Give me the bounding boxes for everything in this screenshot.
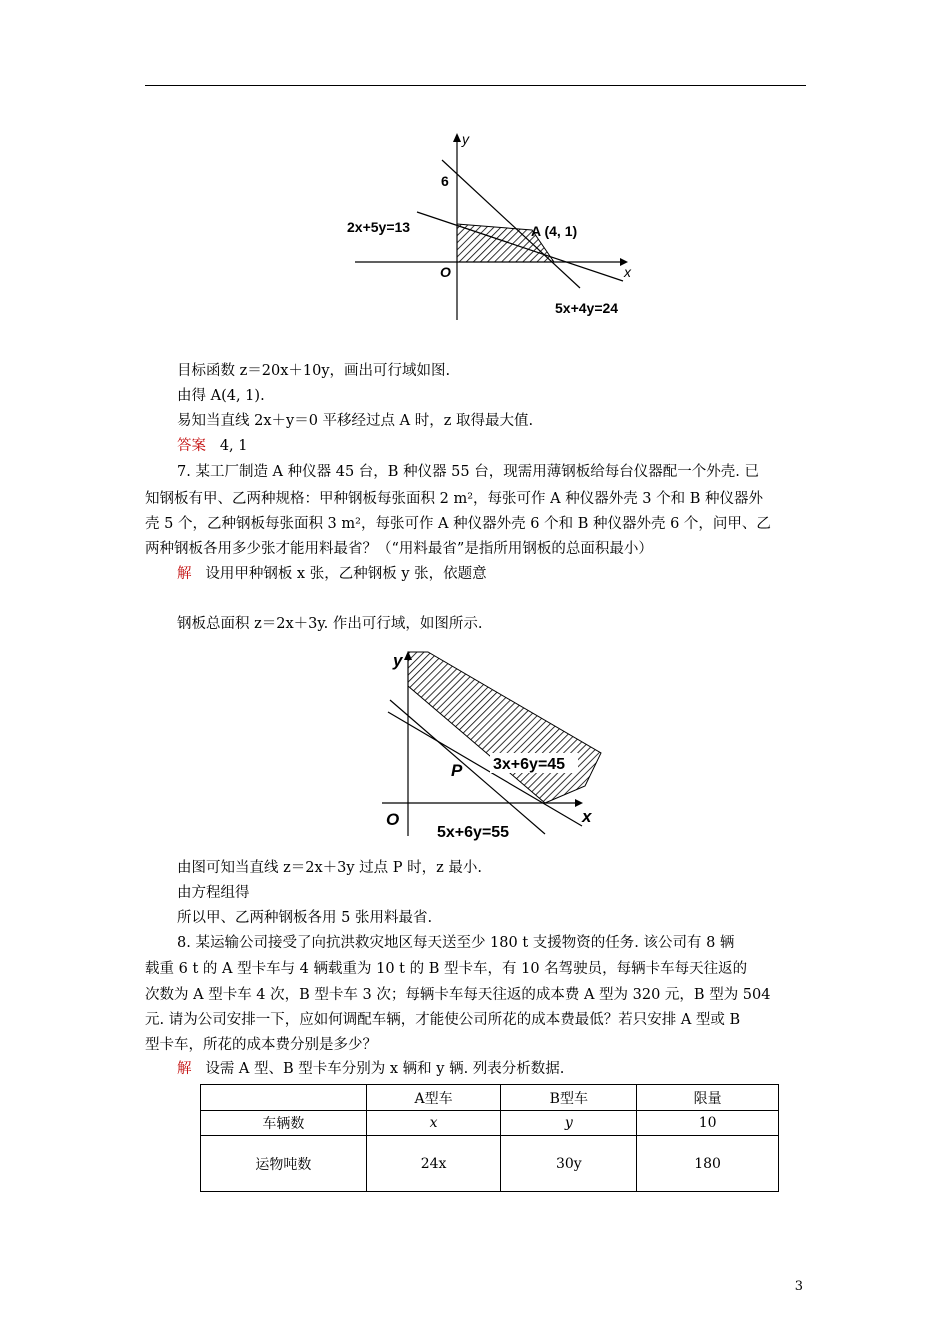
point-p-label: P: [451, 761, 463, 780]
origin-label: O: [386, 810, 400, 829]
x-axis-label: x: [582, 807, 592, 826]
table-header-cell: B型车: [501, 1085, 637, 1111]
problem-7-line-2: 知钢板有甲、乙两种规格：甲种钢板每张面积 2 m²，每张可作 A 种仪器外壳 3 个和 B 种仪器外: [145, 491, 764, 507]
problem-8-line-1: 8. 某运输公司接受了向抗洪救灾地区每天送至少 180 t 支援物资的任务. 该公司有 8 辆: [177, 935, 735, 951]
solution-7-end-line-3: 所以甲、乙两种钢板各用 5 张用料最省.: [177, 910, 433, 926]
solution-6-line-2: 由得 A(4, 1).: [177, 388, 265, 404]
table-cell: 180: [637, 1136, 779, 1192]
problem-8-line-2: 载重 6 t 的 A 型卡车与 4 辆载重为 10 t 的 B 型卡车，有 10 名驾驶员，每辆卡车每天往返的: [145, 961, 748, 977]
y-axis-label: y: [393, 651, 403, 670]
page-number: 3: [794, 1279, 803, 1294]
table-cell: 24x: [366, 1136, 501, 1192]
table-header-row: [201, 1085, 779, 1111]
solution-7-intro: [177, 564, 487, 584]
x-axis-label: x: [624, 264, 631, 280]
solution-7-end-line-1: 由图可知当直线 z＝2x＋3y 过点 P 时，z 最小.: [177, 860, 483, 876]
solution-label: 解: [177, 566, 192, 582]
solution-label: 解: [177, 1061, 192, 1077]
answer-label: 答案: [177, 438, 206, 454]
solution-6-line-3: 易知当直线 2x＋y＝0 平移经过点 A 时，z 取得最大值.: [177, 413, 534, 429]
line2-label: 5x+4y=24: [555, 300, 619, 316]
y-intercept-label: 6: [441, 173, 449, 189]
table-header-cell: [201, 1085, 367, 1111]
table-cell: 30y: [501, 1136, 637, 1192]
line1-label: 2x+5y=13: [347, 219, 411, 235]
table-row: [201, 1111, 779, 1136]
header-rule: [145, 85, 806, 86]
table-cell: 10: [637, 1111, 779, 1136]
solution-7-end-line-2: 由方程组得: [177, 885, 250, 901]
answer-value: 4, 1: [219, 438, 248, 454]
line1-label: 3x+6y=45: [493, 756, 566, 773]
line2-label: 5x+6y=55: [437, 824, 510, 841]
problem-8-line-3: 次数为 A 型卡车 4 次，B 型卡车 3 次；每辆卡车每天往返的成本费 A 型为 320 元，B 型为 504: [145, 987, 771, 1003]
figure-1-feasible-region: [345, 128, 645, 323]
solution-8-intro-text: 设需 A 型、B 型卡车分别为 x 辆和 y 辆. 列表分析数据.: [205, 1061, 565, 1077]
problem-8-line-4: 元. 请为公司安排一下，应如何调配车辆，才能使公司所花的成本费最低？若只安排 A 型或 B: [145, 1012, 741, 1028]
problem-8-line-5: 型卡车，所花的成本费分别是多少？: [145, 1037, 377, 1053]
table-cell: y: [501, 1111, 637, 1136]
answer-6: [177, 436, 248, 456]
table-cell: 运物吨数: [201, 1136, 367, 1192]
solution-7-area: 钢板总面积 z＝2x＋3y. 作出可行域，如图所示.: [177, 616, 483, 632]
table-cell: x: [366, 1111, 501, 1136]
solution-8-intro: [177, 1059, 564, 1079]
data-table: [200, 1084, 779, 1192]
problem-7-line-1: 7. 某工厂制造 A 种仪器 45 台，B 种仪器 55 台，现需用薄钢板给每台仪器配一个外壳. 已: [177, 464, 759, 480]
solution-6-line-1: 目标函数 z＝20x＋10y，画出可行域如图.: [177, 363, 451, 379]
table-header-cell: 限量: [637, 1085, 779, 1111]
table-header-cell: A型车: [366, 1085, 501, 1111]
problem-7-line-3: 壳 5 个，乙种钢板每张面积 3 m²，每张可作 A 种仪器外壳 6 个和 B 种仪器外壳 6 个，问甲、乙: [145, 516, 771, 532]
point-a-label: A (4, 1): [531, 223, 578, 239]
x-axis-arrow-icon: [575, 799, 583, 807]
solution-7-intro-text: 设用甲种钢板 x 张，乙种钢板 y 张，依题意: [205, 566, 487, 582]
y-axis-label: y: [462, 131, 469, 147]
table-row: [201, 1136, 779, 1192]
origin-label: O: [440, 264, 451, 280]
table-cell: 车辆数: [201, 1111, 367, 1136]
problem-7-line-4: 两种钢板各用多少张才能用料最省？（“用料最省”是指所用钢板的总面积最小）: [145, 541, 653, 557]
figure-2-feasible-region: [380, 646, 610, 841]
y-axis-arrow-icon: [453, 133, 461, 142]
